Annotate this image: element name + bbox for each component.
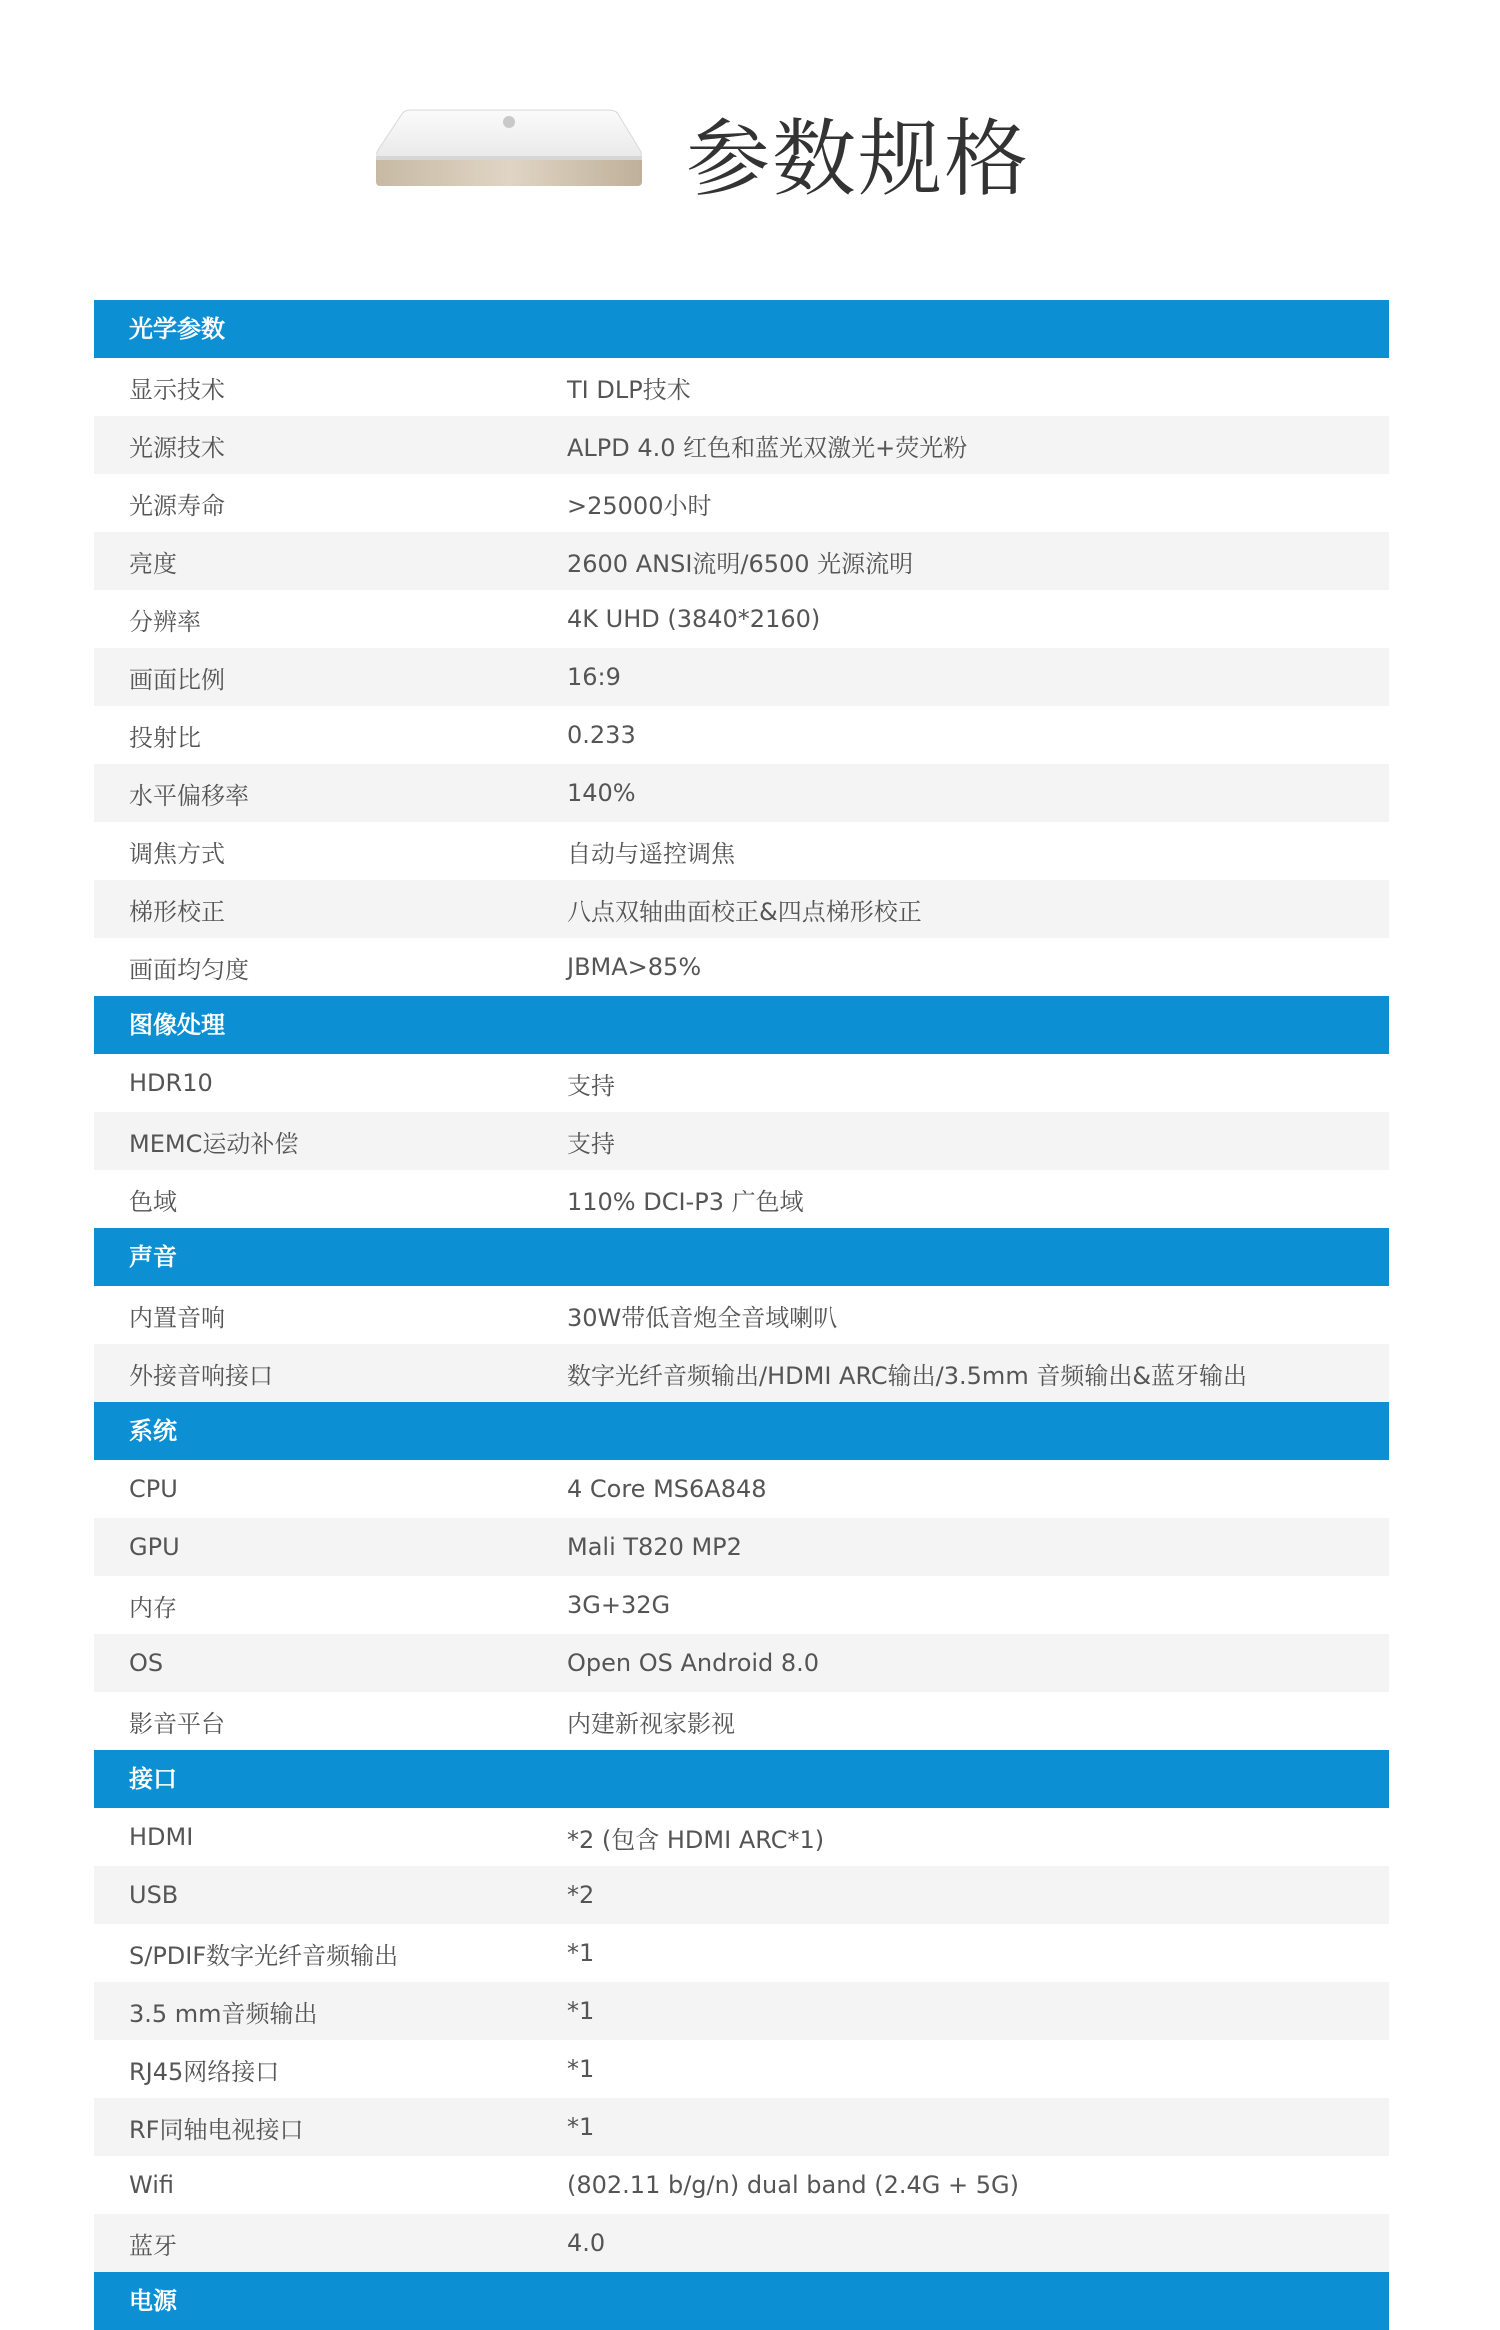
spec-row	[94, 532, 1389, 590]
spec-value: (802.11 b/g/n) dual band (2.4G + 5G)	[567, 2171, 1020, 2199]
spec-value: ALPD 4.0 红色和蓝光双激光+荧光粉	[567, 433, 968, 462]
spec-value: 4 Core MS6A848	[567, 1475, 767, 1503]
section-header: 图像处理	[94, 996, 1389, 1054]
spec-value: 16:9	[567, 663, 621, 691]
spec-value: 140%	[567, 779, 636, 807]
spec-row	[94, 1634, 1389, 1692]
spec-value: 支持	[567, 1071, 615, 1100]
spec-value: 2600 ANSI流明/6500 光源流明	[567, 549, 914, 578]
spec-row	[94, 2156, 1389, 2214]
spec-value: 数字光纤音频输出/HDMI ARC输出/3.5mm 音频输出&蓝牙输出	[567, 1361, 1248, 1390]
spec-label: 内置音响	[129, 1303, 225, 1332]
spec-value: 3G+32G	[567, 1591, 671, 1619]
spec-label: Wifi	[129, 2171, 174, 2199]
page-header	[0, 0, 1500, 300]
spec-label: USB	[129, 1881, 179, 1909]
spec-label: 调焦方式	[129, 839, 225, 868]
spec-label: 水平偏移率	[129, 781, 249, 810]
spec-label: 投射比	[129, 723, 201, 752]
spec-row	[94, 764, 1389, 822]
spec-value: 4K UHD (3840*2160)	[567, 605, 821, 633]
spec-label: 内存	[129, 1593, 177, 1622]
spec-row	[94, 1518, 1389, 1576]
spec-row	[94, 1054, 1389, 1112]
spec-label: HDR10	[129, 1069, 213, 1097]
spec-row	[94, 1692, 1389, 1750]
spec-row	[94, 358, 1389, 416]
spec-value: >25000小时	[567, 491, 712, 520]
spec-row	[94, 938, 1389, 996]
spec-table	[94, 300, 1389, 2330]
spec-row	[94, 590, 1389, 648]
spec-value: Open OS Android 8.0	[567, 1649, 820, 1677]
spec-label: 光源技术	[129, 433, 225, 462]
spec-row	[94, 1112, 1389, 1170]
spec-label: 画面均匀度	[129, 955, 249, 984]
spec-value: 30W带低音炮全音域喇叭	[567, 1303, 838, 1332]
spec-label: 色域	[129, 1187, 177, 1216]
spec-value: 自动与遥控调焦	[567, 839, 735, 868]
spec-row	[94, 2214, 1389, 2272]
spec-row	[94, 648, 1389, 706]
spec-row	[94, 880, 1389, 938]
spec-row	[94, 1982, 1389, 2040]
spec-value: 4.0	[567, 2229, 606, 2257]
spec-label: 蓝牙	[129, 2231, 177, 2260]
spec-value: Mali T820 MP2	[567, 1533, 742, 1561]
spec-label: RF同轴电视接口	[129, 2115, 304, 2144]
spec-row	[94, 2040, 1389, 2098]
spec-row	[94, 1170, 1389, 1228]
spec-row	[94, 1808, 1389, 1866]
spec-value: TI DLP技术	[567, 375, 691, 404]
spec-value: 110% DCI-P3 广色域	[567, 1187, 804, 1216]
spec-value: 内建新视家影视	[567, 1709, 735, 1738]
spec-value: *2	[567, 1881, 595, 1909]
spec-row	[94, 474, 1389, 532]
spec-label: 光源寿命	[129, 491, 225, 520]
spec-row	[94, 1866, 1389, 1924]
spec-value: *1	[567, 2055, 595, 2083]
section-header: 接口	[94, 1750, 1389, 1808]
section-header: 系统	[94, 1402, 1389, 1460]
spec-row	[94, 1924, 1389, 1982]
page-title: 参数规格	[686, 110, 1031, 208]
projector-image	[372, 106, 646, 190]
spec-row	[94, 2098, 1389, 2156]
spec-value: JBMA>85%	[567, 953, 702, 981]
spec-label: RJ45网络接口	[129, 2057, 280, 2086]
spec-label: 亮度	[129, 549, 177, 578]
spec-label: 分辨率	[129, 607, 201, 636]
spec-row	[94, 822, 1389, 880]
spec-row	[94, 416, 1389, 474]
spec-value: 支持	[567, 1129, 615, 1158]
spec-label: HDMI	[129, 1823, 194, 1851]
spec-label: 画面比例	[129, 665, 225, 694]
section-header: 声音	[94, 1228, 1389, 1286]
spec-label: 影音平台	[129, 1709, 225, 1738]
spec-label: CPU	[129, 1475, 178, 1503]
spec-label: 外接音响接口	[129, 1361, 273, 1390]
spec-label: MEMC运动补偿	[129, 1129, 299, 1158]
spec-row	[94, 1576, 1389, 1634]
spec-row	[94, 1460, 1389, 1518]
spec-value: 八点双轴曲面校正&四点梯形校正	[567, 897, 922, 926]
spec-row	[94, 706, 1389, 764]
spec-value: *1	[567, 1997, 595, 2025]
section-header: 电源	[94, 2272, 1389, 2330]
spec-value: *1	[567, 1939, 595, 1967]
spec-value: *1	[567, 2113, 595, 2141]
spec-label: GPU	[129, 1533, 180, 1561]
spec-label: 显示技术	[129, 375, 225, 404]
spec-label: 3.5 mm音频输出	[129, 1999, 318, 2028]
spec-row	[94, 1344, 1389, 1402]
spec-label: 梯形校正	[129, 897, 225, 926]
spec-value: *2 (包含 HDMI ARC*1)	[567, 1825, 825, 1854]
spec-value: 0.233	[567, 721, 636, 749]
spec-row	[94, 1286, 1389, 1344]
spec-label: S/PDIF数字光纤音频输出	[129, 1941, 399, 1970]
section-header: 光学参数	[94, 300, 1389, 358]
spec-label: OS	[129, 1649, 164, 1677]
